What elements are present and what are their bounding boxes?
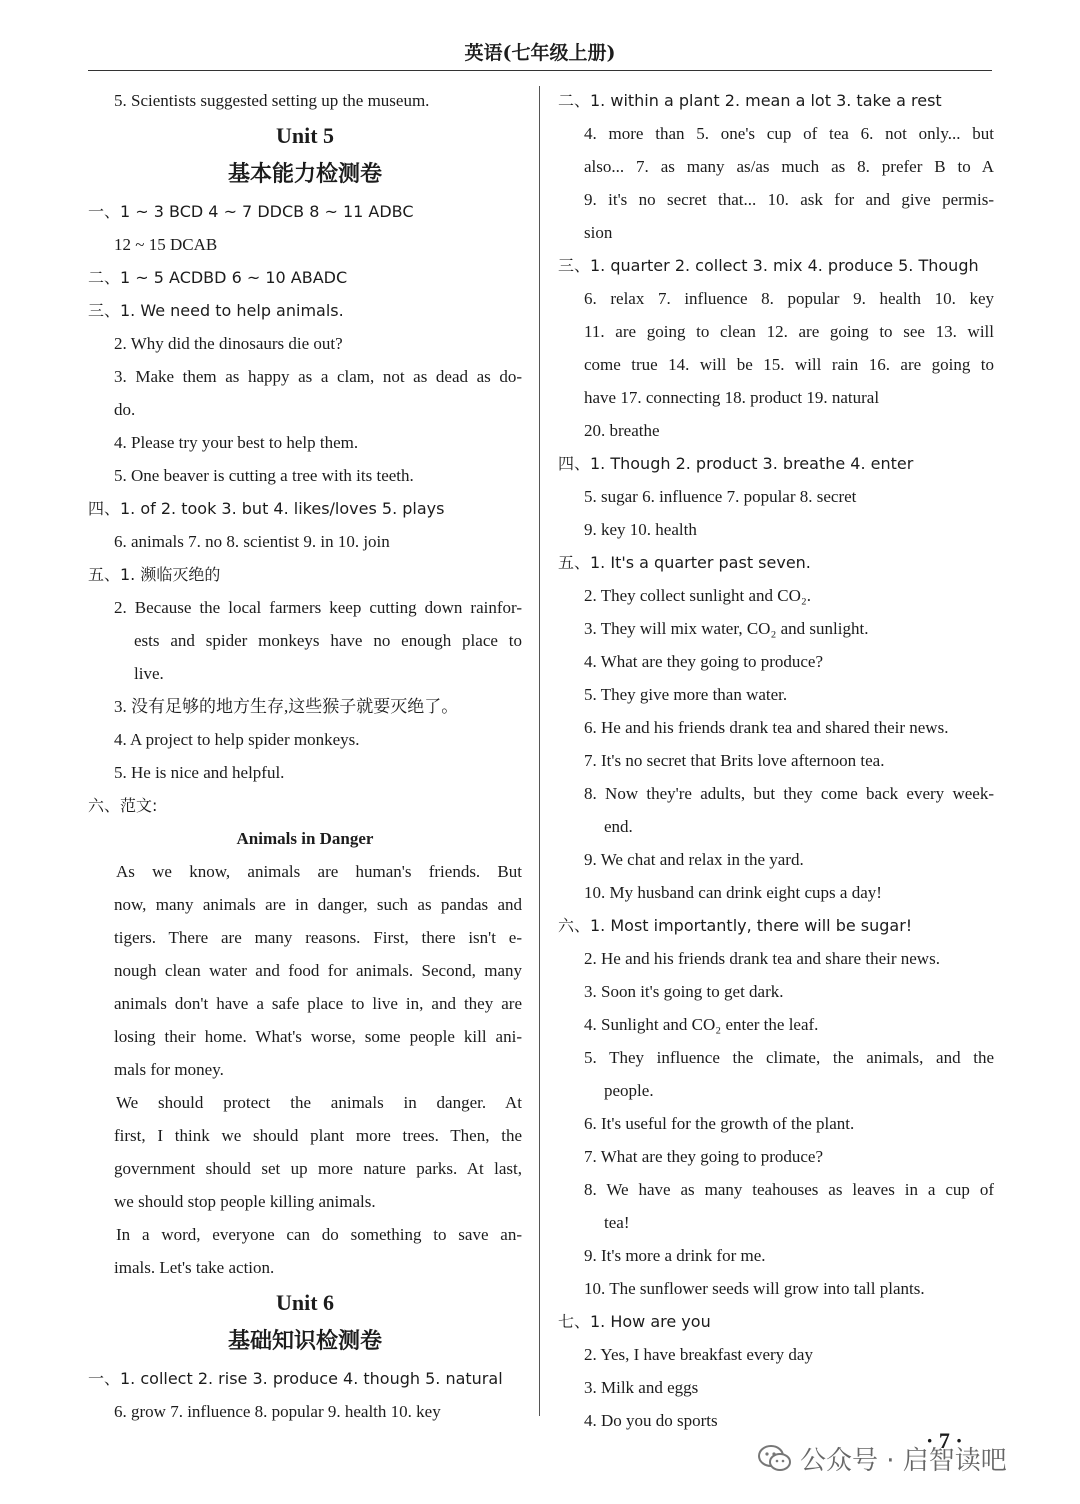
right-column-line: end. <box>604 817 633 836</box>
right-column-line: 9. It's more a drink for me. <box>584 1246 766 1265</box>
right-column-line: 8. Now they're adults, but they come back every week- <box>584 784 994 803</box>
right-column-line: 4. Do you do sports <box>584 1411 718 1430</box>
left-column-line: 4. A project to help spider monkeys. <box>114 730 360 749</box>
left-column-line: imals. Let's take action. <box>114 1258 275 1277</box>
right-column-line: 5. sugar 6. influence 7. popular 8. secret <box>584 487 857 506</box>
right-column-line: tea! <box>604 1213 630 1232</box>
left-column-line: we should stop people killing animals. <box>114 1192 376 1211</box>
left-column-line: In a word, everyone can do something to save an- <box>116 1225 522 1244</box>
watermark-text: 公众号 · 启智读吧 <box>800 1446 1007 1476</box>
right-column-line: 4. What are they going to produce? <box>584 652 824 671</box>
right-column-line: 4. Sunlight and CO₂ enter the leaf. <box>584 1015 819 1034</box>
right-column-line: 10. The sunflower seeds will grow into tall plants. <box>584 1279 925 1298</box>
left-column-line: 6. animals 7. no 8. scientist 9. in 10. join <box>114 532 390 551</box>
right-column-line: people. <box>604 1081 654 1100</box>
right-column <box>558 84 994 1437</box>
left-column-line: 基础知识检测卷 <box>227 1329 382 1354</box>
right-column-line: 七、1. How are you <box>558 1312 711 1331</box>
right-column-line: 5. They influence the climate, the animals, and the <box>584 1048 994 1067</box>
right-column-line: have 17. connecting 18. product 19. natural <box>584 388 880 407</box>
right-column-line: 4. more than 5. one's cup of tea 6. not only... but <box>584 124 994 143</box>
left-column-line: losing their home. What's worse, some people kill ani- <box>114 1027 522 1046</box>
left-column-line: 3. Make them as happy as a clam, not as dead as do- <box>114 367 522 386</box>
left-column-line: nough clean water and food for animals. Second, many <box>114 961 522 980</box>
left-column-line: live. <box>134 664 164 683</box>
right-column-line: 3. Soon it's going to get dark. <box>584 982 784 1001</box>
left-column-line: As we know, animals are human's friends. But <box>116 862 522 881</box>
right-column-line: 6. It's useful for the growth of the plant. <box>584 1114 855 1133</box>
right-column-line: 3. Milk and eggs <box>584 1378 699 1397</box>
left-column-line: 5. Scientists suggested setting up the museum. <box>114 91 430 110</box>
right-column-line: 8. We have as many teahouses as leaves in a cup of <box>584 1180 994 1199</box>
right-column-line: 2. He and his friends drank tea and share their news. <box>584 949 940 968</box>
left-column-line: do. <box>114 400 136 419</box>
left-column-line: tigers. There are many reasons. First, there isn't e- <box>114 928 522 947</box>
left-column-line: first, I think we should plant more trees. Then, the <box>114 1126 522 1145</box>
left-column-line: 5. He is nice and helpful. <box>114 763 285 782</box>
right-column-line: 六、1. Most importantly, there will be sugar! <box>558 916 913 935</box>
left-column-line: mals for money. <box>114 1060 224 1079</box>
right-column-line: 10. My husband can drink eight cups a day! <box>584 883 882 902</box>
right-column-line: 7. It's no secret that Brits love afternoon tea. <box>584 751 885 770</box>
left-column-line: 6. grow 7. influence 8. popular 9. health 10. key <box>114 1402 441 1421</box>
right-column-line: 9. We chat and relax in the yard. <box>584 850 804 869</box>
right-column-line: 四、1. Though 2. product 3. breathe 4. enter <box>558 454 914 473</box>
column-divider <box>539 86 540 1416</box>
right-column-line: 9. key 10. health <box>584 520 697 539</box>
left-column-line: 四、1. of 2. took 3. but 4. likes/loves 5. plays <box>88 499 445 518</box>
page-number: · 7 · <box>926 1428 963 1453</box>
right-column-line: also... 7. as many as/as much as 8. prefer B to A <box>584 157 994 176</box>
left-column-line: now, many animals are in danger, such as pandas and <box>114 895 522 914</box>
left-column-line: animals don't have a safe place to live in, and they are <box>114 994 522 1013</box>
right-column-line: 2. Yes, I have breakfast every day <box>584 1345 813 1364</box>
wechat-watermark <box>758 1440 1007 1477</box>
left-column-line: 12 ~ 15 DCAB <box>114 235 218 254</box>
left-column-line: 二、1 ~ 5 ACDBD 6 ~ 10 ABADC <box>88 268 348 287</box>
left-column-line: Animals in Danger <box>236 829 374 848</box>
header-divider <box>88 70 992 71</box>
left-column-line: ests and spider monkeys have no enough place to <box>134 631 522 650</box>
right-column-line: 9. it's no secret that... 10. ask for and give permis- <box>584 190 994 209</box>
left-column-line: 2. Why did the dinosaurs die out? <box>114 334 343 353</box>
wechat-icon <box>758 1444 792 1474</box>
left-column-line: Unit 6 <box>275 1290 335 1315</box>
right-column-line: 三、1. quarter 2. collect 3. mix 4. produce 5. Though <box>558 256 979 275</box>
left-column-line: 基本能力检测卷 <box>227 162 382 187</box>
right-column-line: 7. What are they going to produce? <box>584 1147 824 1166</box>
left-column-line: 2. Because the local farmers keep cutting down rainfor- <box>114 598 522 617</box>
right-column-line: 3. They will mix water, CO₂ and sunlight. <box>584 619 869 638</box>
left-column-line: 5. One beaver is cutting a tree with its teeth. <box>114 466 414 485</box>
left-column-line: 一、1 ~ 3 BCD 4 ~ 7 DDCB 8 ~ 11 ADBC <box>88 202 414 221</box>
right-column-line: 二、1. within a plant 2. mean a lot 3. take a rest <box>558 91 942 110</box>
right-column-line: 11. are going to clean 12. are going to see 13. will <box>584 322 994 341</box>
left-column <box>88 84 522 1428</box>
right-column-line: 5. They give more than water. <box>584 685 788 704</box>
left-column-line: We should protect the animals in danger. At <box>116 1093 522 1112</box>
left-column-line: 六、范文: <box>88 796 158 815</box>
right-column-line: 20. breathe <box>584 421 660 440</box>
left-column-line: 五、1. 濒临灭绝的 <box>88 565 221 584</box>
right-column-line: come true 14. will be 15. will rain 16. are going to <box>584 355 994 374</box>
left-column-line: 4. Please try your best to help them. <box>114 433 359 452</box>
left-column-line: government should set up more nature parks. At last, <box>114 1159 522 1178</box>
right-column-line: 6. He and his friends drank tea and shared their news. <box>584 718 949 737</box>
right-column-line: sion <box>584 223 613 242</box>
left-column-line: 一、1. collect 2. rise 3. produce 4. though 5. natural <box>88 1369 503 1388</box>
left-column-line: 3. 没有足够的地方生存,这些猴子就要灭绝了。 <box>114 697 459 716</box>
right-column-line: 五、1. It's a quarter past seven. <box>558 553 811 572</box>
left-column-line: Unit 5 <box>275 123 335 148</box>
page-header: 英语(七年级上册) <box>464 42 616 64</box>
right-column-line: 6. relax 7. influence 8. popular 9. health 10. key <box>584 289 994 308</box>
left-column-line: 三、1. We need to help animals. <box>88 301 344 320</box>
right-column-line: 2. They collect sunlight and CO₂. <box>584 586 812 605</box>
